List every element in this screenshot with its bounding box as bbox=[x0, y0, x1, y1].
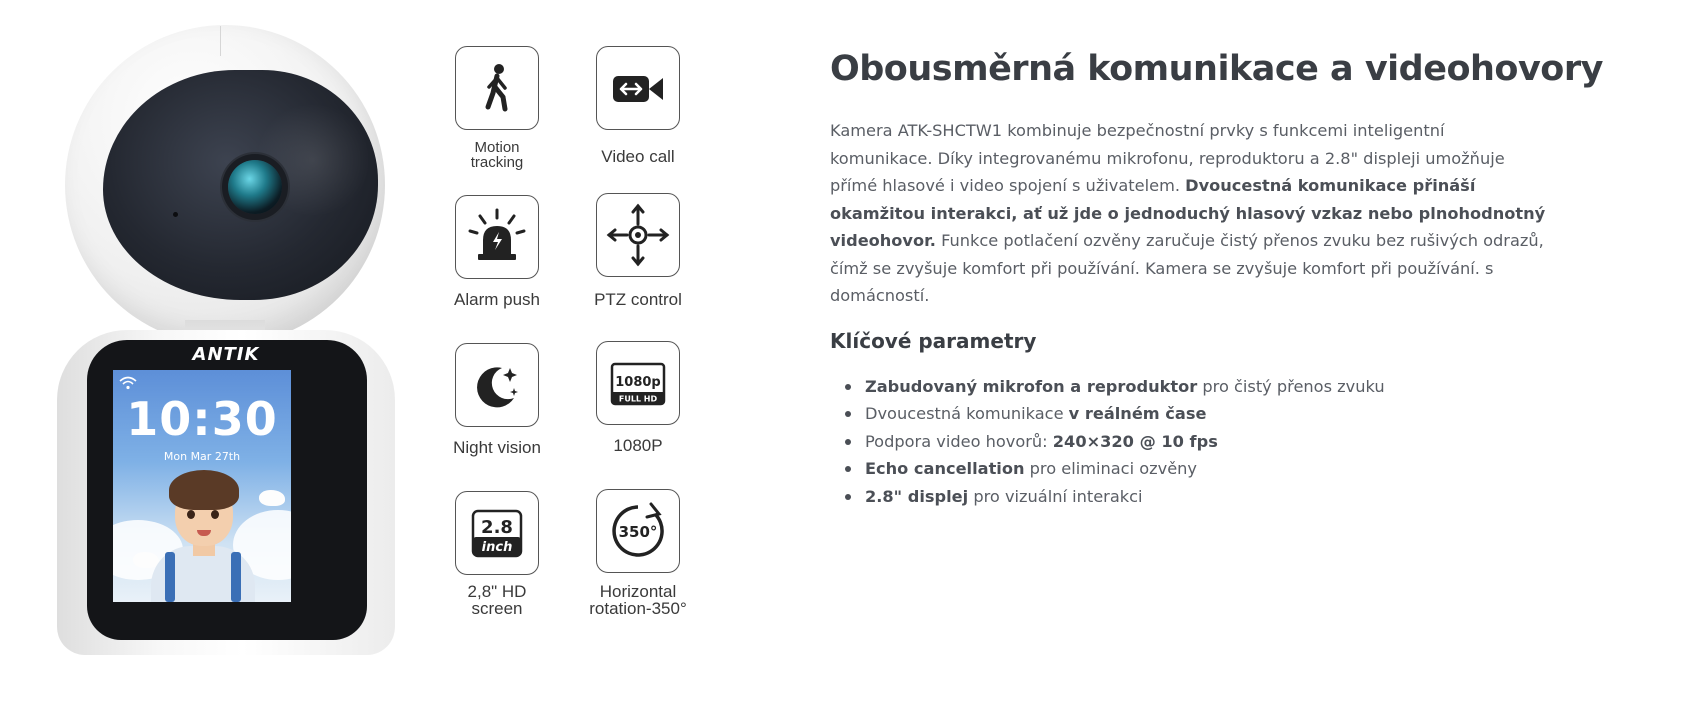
list-item: Podpora video hovorů: 240×320 @ 10 fps bbox=[865, 428, 1550, 456]
alarm-siren-icon bbox=[456, 196, 538, 278]
display-child-eye bbox=[187, 510, 195, 519]
camera-display bbox=[113, 370, 291, 602]
feature-1080p bbox=[563, 341, 713, 454]
list-item: Echo cancellation pro eliminaci ozvěny bbox=[865, 455, 1550, 483]
brand-logo: ANTIK bbox=[192, 344, 260, 365]
page-title: Obousměrná komunikace a videohovory bbox=[830, 49, 1603, 89]
display-backpack-strap bbox=[231, 552, 241, 602]
description-text: Funkce potlačení ozvěny zaručuje čistý přenos zvuku bez rušivých odrazů, čímž se zvyšuje komfort při používání. Kamera se zvyšuje komfort při používání. s domácností. bbox=[830, 231, 1544, 305]
product-description bbox=[830, 45, 1603, 510]
feature-horizontal-rotation bbox=[563, 489, 713, 617]
feature-label: 1080P bbox=[613, 436, 663, 455]
walking-person-icon bbox=[456, 47, 538, 129]
feature-label: Alarm push bbox=[454, 290, 540, 309]
list-item: Zabudovaný mikrofon a reproduktor pro čistý přenos zvuku bbox=[865, 373, 1550, 401]
feature-icon-box bbox=[455, 491, 539, 575]
feature-video-call bbox=[563, 46, 713, 165]
feature-icon-box bbox=[455, 343, 539, 427]
ptz-control-icon bbox=[597, 194, 679, 276]
display-bird bbox=[259, 490, 285, 506]
feature-ptz-control bbox=[563, 193, 713, 308]
feature-icon-box bbox=[596, 46, 680, 130]
feature-icon-box bbox=[455, 46, 539, 130]
wifi-icon bbox=[119, 376, 137, 390]
description-text: Kamera ATK-SHCTW1 kombinuje bezpečnostní prvky s funkcemi inteligentní komunikace. Díky integrovanému mikrofonu, reproduktoru a 2.8" displeji umožňuje přímé hlasové i video spojení s uživatelem. bbox=[830, 121, 1505, 195]
screen-size-badge-top: 2.8 bbox=[481, 517, 513, 538]
feature-icon-box bbox=[596, 489, 680, 573]
rotation-badge: 350° bbox=[618, 523, 658, 541]
display-backpack-strap bbox=[165, 552, 175, 602]
list-item: 2.8" displej pro vizuální interakci bbox=[865, 483, 1550, 511]
feature-night-vision bbox=[422, 343, 572, 456]
camera-lens bbox=[228, 160, 282, 214]
description-paragraph bbox=[830, 117, 1550, 310]
display-child-eye bbox=[211, 510, 219, 519]
description-highlight: Dvoucestná komunikace přináší okamžitou interakci, ať už jde o jednoduchý hlasový vzkaz nebo plnohodnotný videohovor. bbox=[830, 176, 1546, 250]
feature-icon-box bbox=[455, 195, 539, 279]
display-time: 10:30 bbox=[126, 392, 278, 446]
feature-label: Night vision bbox=[453, 438, 541, 457]
key-parameters-list bbox=[830, 373, 1550, 511]
night-moon-icon bbox=[456, 344, 538, 426]
display-date: Mon Mar 27th bbox=[163, 450, 241, 463]
screen-size-badge-bottom: inch bbox=[481, 540, 513, 555]
feature-icon-box bbox=[596, 341, 680, 425]
feature-alarm-push bbox=[422, 195, 572, 308]
full-hd-icon bbox=[597, 342, 679, 424]
feature-label: Horizontal rotation-350° bbox=[589, 582, 687, 618]
full-hd-badge-bottom: FULL HD bbox=[618, 394, 658, 404]
feature-motion-tracking bbox=[422, 46, 572, 170]
video-call-icon bbox=[597, 47, 679, 129]
camera-microphone-hole bbox=[173, 212, 178, 217]
screen-size-icon bbox=[456, 492, 538, 574]
section-heading: Klíčové parametry bbox=[830, 328, 1037, 353]
feature-label: Video call bbox=[601, 147, 675, 166]
camera-product-image bbox=[45, 20, 405, 700]
camera-head-seam bbox=[220, 26, 221, 56]
list-item: Dvoucestná komunikace v reálném čase bbox=[865, 400, 1550, 428]
full-hd-badge-top: 1080p bbox=[615, 375, 661, 390]
rotation-icon bbox=[597, 490, 679, 572]
feature-hd-screen bbox=[422, 491, 572, 617]
feature-label: Motion tracking bbox=[470, 139, 524, 171]
display-child-hair bbox=[169, 470, 239, 510]
feature-label: PTZ control bbox=[594, 290, 682, 309]
feature-label: 2,8" HD screen bbox=[467, 582, 527, 618]
feature-icon-box bbox=[596, 193, 680, 277]
